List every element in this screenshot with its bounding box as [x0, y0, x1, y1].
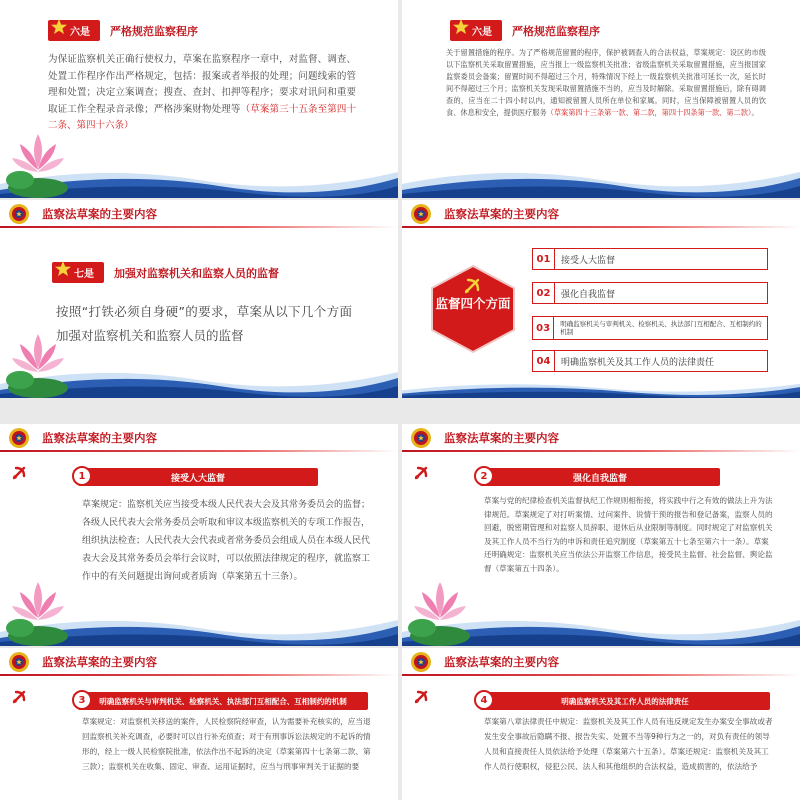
item-label: 强化自我监督 [561, 289, 616, 300]
supervision-item[interactable] [532, 316, 768, 340]
slide-body: 草案规定：对监察机关移送的案件，人民检察院经审查，认为需要补充核实的，应当退回监察机关补充调查，必要时可以自行补充侦查；对于有刑事诉讼法规定的不起诉的情形的，经上一级人民检察院批准，依法作出不起诉的决定（草案第四十七条第二款、第三款）；监察机关在收集、固定、审查、运用证据时，应当与刑事审判关于证据的要 [82, 717, 371, 771]
slide-header [0, 200, 398, 228]
header-title: 监察法草案的主要内容 [42, 207, 157, 221]
police-emblem-icon [410, 203, 432, 225]
article-reference: （草案第三十五条至第四十二条、第四十六条） [48, 103, 356, 131]
topic-title: 强化自我监督 [572, 473, 627, 484]
slide-body: 草案第八章法律责任中规定：监察机关及其工作人员有违反规定发生办案安全事故或者发生安全事故后隐瞒不报、报告失实、处置不当等9种行为之一的，对负有责任的领导人员和直接责任人员依法给予处理（草案第六十五条）。草案还规定：监察机关及其工作人员行使职权，侵犯公民、法人和其他组织的合法权益，造成损害的，依法给予 [484, 717, 773, 771]
header-title: 监察法草案的主要内容 [42, 431, 157, 445]
police-emblem-icon [8, 651, 30, 673]
section-tag-label: 七是 [74, 269, 94, 280]
hammer-sickle-icon [412, 464, 430, 482]
hexagon-label: 监督四个方面 [435, 296, 511, 311]
item-number: 01 [533, 249, 555, 269]
item-number: 02 [533, 283, 555, 303]
section-badge [52, 262, 279, 283]
header-title: 监察法草案的主要内容 [444, 431, 559, 445]
slide-body [446, 47, 766, 119]
header-title: 监察法草案的主要内容 [444, 655, 559, 669]
slide-3[interactable] [0, 200, 398, 398]
slide-6[interactable] [402, 424, 800, 646]
police-emblem-icon [410, 427, 432, 449]
header-rule [0, 450, 398, 452]
section-tag [52, 262, 104, 283]
slide-header [402, 424, 800, 452]
slide-4[interactable] [402, 200, 800, 398]
police-emblem-icon [8, 427, 30, 449]
header-rule [402, 226, 800, 228]
section-tag [48, 20, 100, 41]
section-tag [450, 20, 502, 41]
lotus-icon [0, 128, 76, 198]
header-rule [0, 226, 398, 228]
police-emblem-icon [8, 203, 30, 225]
body-text: 按照“打铁必须自身硬”的要求，草案从以下几个方面加强对监察机关和监察人员的监督 [56, 304, 352, 343]
item-label: 接受人大监督 [561, 255, 616, 266]
slide-header [0, 424, 398, 452]
hammer-sickle-icon [412, 688, 430, 706]
item-number: 03 [533, 317, 554, 339]
topic-number: 2 [474, 466, 494, 486]
slide-7[interactable] [0, 648, 398, 800]
slide-header [402, 200, 800, 228]
topic-title: 接受人大监督 [170, 473, 225, 484]
header-rule [0, 674, 398, 676]
star-icon [50, 18, 68, 36]
header-title: 监察法草案的主要内容 [42, 655, 157, 669]
wave-decoration [402, 374, 800, 398]
slide-header [0, 648, 398, 676]
lotus-icon [0, 576, 76, 646]
hammer-sickle-icon [10, 688, 28, 706]
slide-body: 草案规定：监察机关应当接受本级人民代表大会及其常务委员会的监督；各级人民代表大会常务委员会听取和审议本级监察机关的专项工作报告，组织执法检查；人民代表大会代表或者常务委员会组成人员在本级人民代表大会及其常务委员会举行会议时，可以依照法律规定的程序，就监察工作中的有关问题提出询问或者质询（草案第五十三条）。 [82, 500, 371, 582]
section-badge [48, 20, 198, 41]
section-tag-label: 六是 [70, 27, 90, 38]
slide-body [48, 52, 356, 135]
star-icon [54, 260, 72, 278]
slide-5[interactable] [0, 424, 398, 646]
section-title: 严格规范监察程序 [512, 24, 600, 38]
body-text: 为保证监察机关正确行使权力，草案在监察程序一章中，对监督、调查、处置工作程序作出严格规定，包括：报案或者举报的处理；问题线索的管理和处置；决定立案调查；搜查、查封、扣押等程序；要求对讯问和重要取证工作全程录音录像；严格涉案财物处理等 [48, 54, 356, 115]
header-title: 监察法草案的主要内容 [444, 207, 559, 221]
topic-pill [480, 468, 720, 486]
topic-pill [78, 692, 368, 710]
article-reference: （草案第四十三条第一款、第二款，第四十四条第一款、第二款） [546, 108, 752, 117]
header-rule [402, 450, 800, 452]
section-title: 严格规范监察程序 [110, 24, 198, 38]
slide-body [56, 300, 352, 348]
topic-title: 明确监察机关及其工作人员的法律责任 [561, 696, 689, 706]
supervision-item[interactable] [532, 350, 768, 372]
supervision-item[interactable] [532, 282, 768, 304]
header-rule [402, 674, 800, 676]
slide-1[interactable] [0, 0, 398, 198]
item-number: 04 [533, 351, 555, 371]
body-text: 关于留置措施的程序。为了严格规范留置的程序，保护被调查人的合法权益，草案规定：设区的市级以下监察机关采取留置措施，应当报上一级监察机关批准；省级监察机关采取留置措施，应当报国家监察委员会备案；留置时间不得超过三个月，特殊情况下经上一级监察机关批准可延长一次，延长时间不得超过三个月；监察机关发现采取留置措施不当的，应当及时解除。采取留置措施后，除有碍调查的，应当在二十四小时以内，通知被留置人员所在单位和家属。同时，应当保障被留置人员的饮食、休息和安全，提供医疗服务 [446, 48, 766, 117]
hammer-sickle-icon [10, 464, 28, 482]
item-label: 明确监察机关与审判机关、检察机关、执法部门互相配合、互相制约的机制 [560, 320, 762, 336]
topic-number: 3 [72, 690, 92, 710]
topic-number: 1 [72, 466, 92, 486]
supervision-item[interactable] [532, 248, 768, 270]
item-label: 明确监察机关及其工作人员的法律责任 [561, 357, 715, 368]
section-badge [450, 20, 600, 41]
wave-decoration [402, 154, 800, 198]
section-title: 加强对监察机关和监察人员的监督 [114, 266, 279, 280]
body-tail: 。 [751, 108, 759, 117]
lotus-icon [402, 576, 478, 646]
police-emblem-icon [410, 651, 432, 673]
topic-pill [480, 692, 770, 710]
topic-pill [78, 468, 318, 486]
topic-title: 明确监察机关与审判机关、检察机关、执法部门互相配合、互相制约的机制 [99, 696, 347, 706]
slide-2[interactable] [402, 0, 800, 198]
slide-body: 草案与党的纪律检查机关监督执纪工作规则相衔接，将实践中行之有效的做法上升为法律规范。草案规定了对打听案情、过问案件、说情干预的报告和登记备案，监察人员的回避，脱密期管理和对监察人员辞职、退休后从业限制等制度。同时规定了对监察机关及其工作人员不当行为的申诉和责任追究制度（草案第五十七条至第六十一条）。草案还明确规定：监察机关应当依法公开监察工作信息，接受民主监督、社会监督、舆论监督（草案第五十四条）。 [484, 496, 773, 573]
topic-number: 4 [474, 690, 494, 710]
lotus-icon [0, 328, 76, 398]
star-icon [452, 18, 470, 36]
slide-8[interactable] [402, 648, 800, 800]
section-tag-label: 六是 [472, 27, 492, 38]
slide-header [402, 648, 800, 676]
